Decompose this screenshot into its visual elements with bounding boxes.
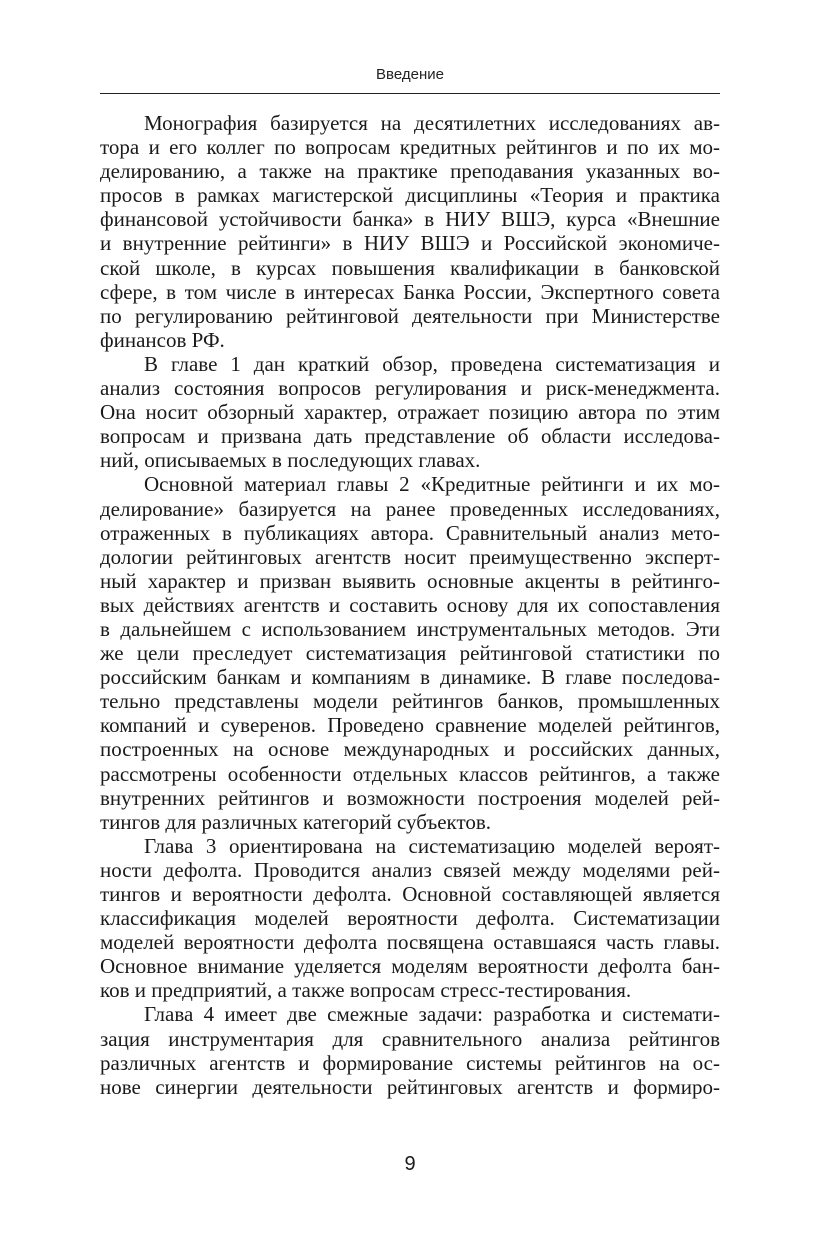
page-number: 9 <box>404 1153 416 1175</box>
text-line: зация инструментария для сравнительного анализа рейтингов <box>100 1026 720 1051</box>
text-line: ков и предприятий, а также вопросам стресс-тестирования. <box>100 978 632 1003</box>
text-line: тингов для различных категорий субъектов. <box>100 809 492 834</box>
text-line: различных агентств и формирование системы рейтингов на ос- <box>100 1050 720 1075</box>
text-line: ный характер и призван выявить основные акценты в рейтинго- <box>100 568 720 593</box>
text-line: анализ состояния вопросов регулирования и риск-менеджмента. <box>100 376 720 401</box>
text-line: ний, описываемых в последующих главах. <box>100 448 481 473</box>
paragraph <box>100 1002 720 1098</box>
text-line: Основной материал главы 2 «Кредитные рейтинги и их мо- <box>144 472 720 497</box>
text-line: дологии рейтинговых агентств носит преимущественно эксперт- <box>100 544 720 569</box>
text-line: сфере, в том числе в интересах Банка России, Экспертного совета <box>100 279 720 304</box>
header-rule <box>100 93 720 94</box>
text-line: Глава 3 ориентирована на систематизацию моделей вероят- <box>144 833 720 858</box>
text-line: финансовой устойчивости банка» в НИУ ВШЭ, курса «Внешние <box>100 207 720 232</box>
text-line: же цели преследует систематизация рейтинговой статистики по <box>100 641 720 666</box>
text-line: рассмотрены особенности отдельных классов рейтингов, а также <box>100 761 720 786</box>
text-line: отраженных в публикациях автора. Сравнительный анализ мето- <box>100 520 720 545</box>
text-line: ности дефолта. Проводится анализ связей между моделями рей- <box>100 857 720 882</box>
text-line: делирование» базируется на ранее проведенных исследованиях, <box>100 496 720 521</box>
text-line: тора и его коллег по вопросам кредитных рейтингов и по их мо- <box>100 135 720 160</box>
text-line: Глава 4 имеет две смежные задачи: разработка и системати- <box>144 1002 720 1027</box>
text-line: делированию, а также на практике преподавания указанных во- <box>100 159 720 184</box>
paragraph <box>100 834 720 1003</box>
paragraph <box>100 352 720 472</box>
paragraph <box>100 472 720 833</box>
text-line: В главе 1 дан краткий обзор, проведена систематизация и <box>144 351 720 376</box>
text-line: тельно представлены модели рейтингов банков, промышленных <box>100 689 720 714</box>
text-line: Она носит обзорный характер, отражает позицию автора по этим <box>100 400 720 425</box>
text-line: и внутренние рейтинги» в НИУ ВШЭ и Российской экономиче- <box>100 231 720 256</box>
text-line: российским банкам и компаниям в динамике. В главе последова- <box>100 665 720 690</box>
text-line: по регулированию рейтинговой деятельности при Министерстве <box>100 303 720 328</box>
text-line: Основное внимание уделяется моделям вероятности дефолта бан- <box>100 954 720 979</box>
text-line: Монография базируется на десятилетних исследованиях ав- <box>144 111 720 135</box>
text-line: финансов РФ. <box>100 327 225 352</box>
text-line: построенных на основе международных и российских данных, <box>100 737 720 762</box>
text-line: нове синергии деятельности рейтинговых агентств и формиро- <box>100 1074 720 1099</box>
text-line: вопросам и призвана дать представление об области исследова- <box>100 424 720 449</box>
text-line: ской школе, в курсах повышения квалификации в банковской <box>100 255 720 280</box>
text-line: в дальнейшем с использованием инструментальных методов. Эти <box>100 616 720 641</box>
text-line: внутренних рейтингов и возможности построения моделей рей- <box>100 785 720 810</box>
text-line: компаний и суверенов. Проведено сравнение моделей рейтингов, <box>100 713 720 738</box>
text-line: вых действиях агентств и составить основу для их сопоставления <box>100 592 720 617</box>
text-line: просов в рамках магистерской дисциплины «Теория и практика <box>100 183 720 208</box>
paragraph <box>100 111 720 352</box>
text-line: классификация моделей вероятности дефолта. Систематизации <box>100 906 720 931</box>
text-line: тингов и вероятности дефолта. Основной составляющей является <box>100 882 720 906</box>
body-text <box>100 111 720 1099</box>
text-line: моделей вероятности дефолта посвящена оставшаяся часть главы. <box>100 930 720 955</box>
running-head-title: Введение <box>376 66 444 83</box>
